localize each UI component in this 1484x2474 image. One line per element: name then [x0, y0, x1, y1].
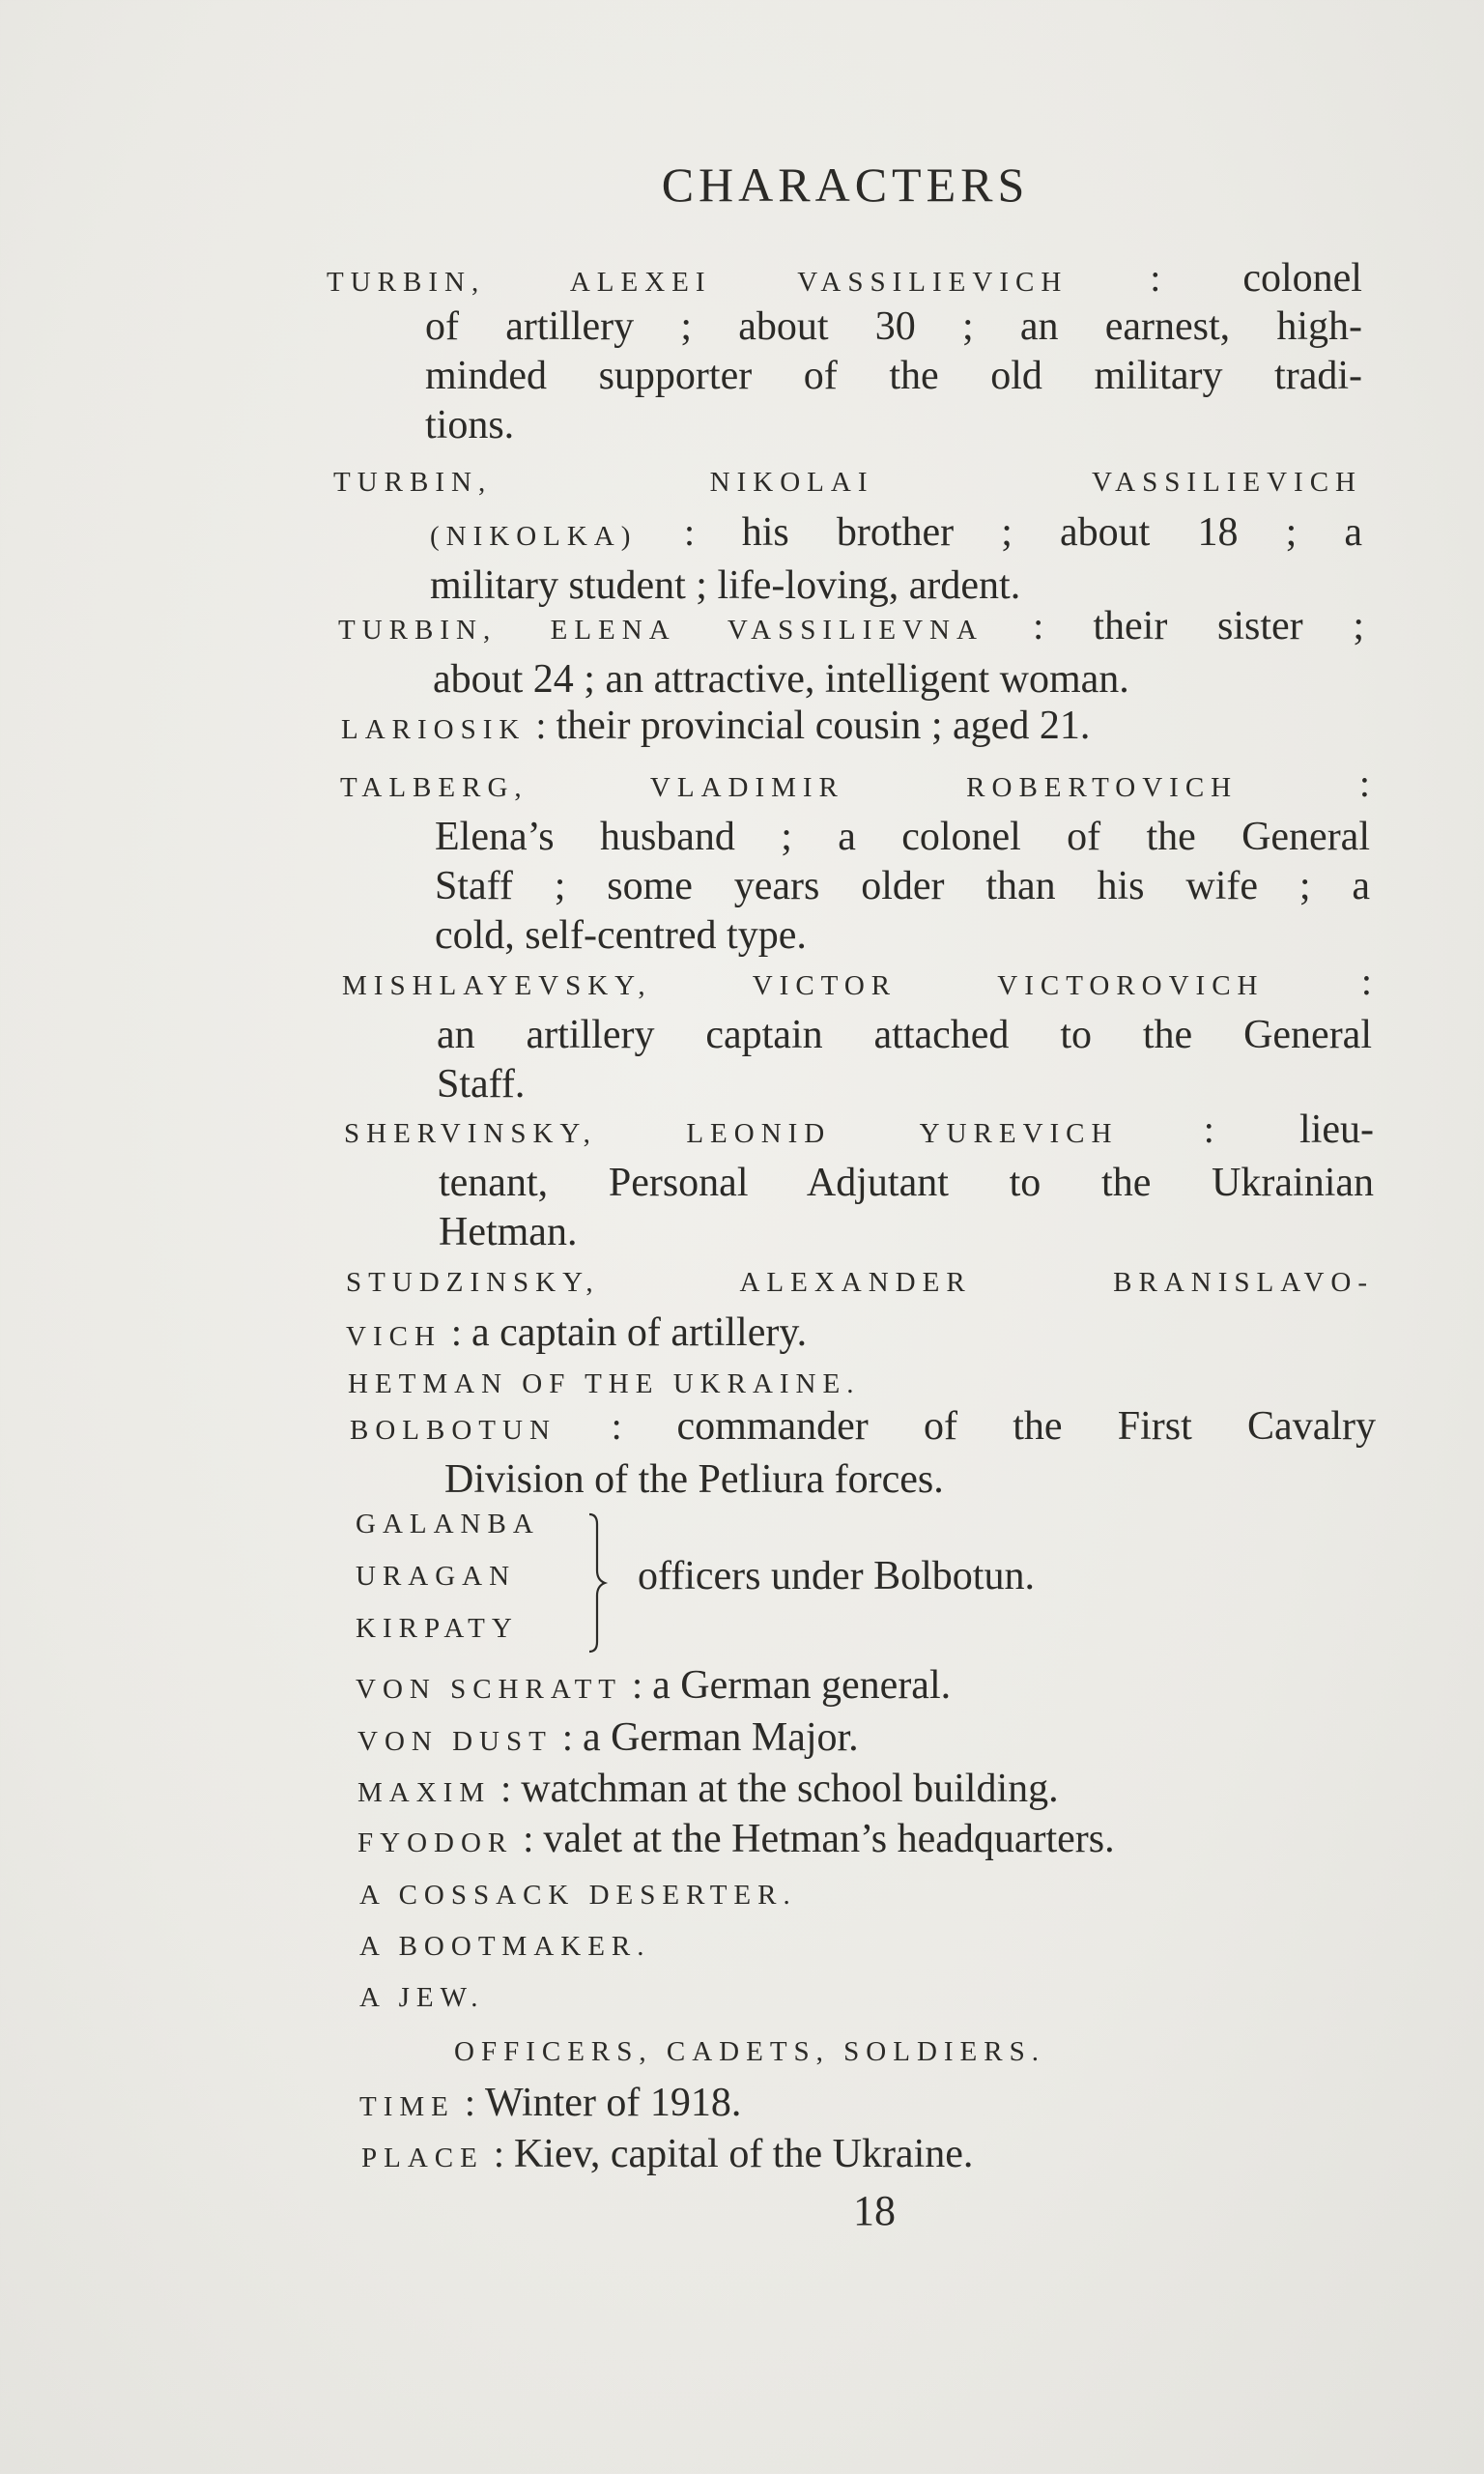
separator: :	[441, 1310, 472, 1354]
separator: :	[491, 1767, 522, 1810]
character-name: TURBIN, ELENA VASSILIEVNA	[338, 615, 984, 646]
character-name-part: ROBERTOVICH	[966, 772, 1239, 803]
character-entry-maxim	[357, 1764, 1382, 1818]
character-name: URAGAN	[356, 1561, 517, 1592]
character-entry-mishlayevsky: MISHLAYEVSKY, VICTOR VICTOROVICH : an artillery captain attached to the General Staff.	[342, 960, 1372, 1107]
character-name-part: VLADIMIR	[649, 772, 844, 803]
page-title: CHARACTERS	[661, 158, 1030, 212]
character-nickname: (NIKOLKA)	[430, 521, 638, 552]
separator: :	[556, 1404, 677, 1448]
character-name: KIRPATY	[356, 1613, 519, 1644]
bracketed-officers-group	[356, 1503, 1225, 1659]
character-entry-alexei-turbin: TURBIN, ALEXEI VASSILIEVICH : colonel of artillery ; about 30 ; an earnest, high- minded supporter of the old military tradi- tions.	[327, 256, 1362, 447]
separator: :	[1118, 1108, 1300, 1151]
character-description: watchman at the school building.	[521, 1767, 1059, 1811]
character-name: A BOOTMAKER.	[359, 1931, 651, 1962]
separator: :	[513, 1817, 544, 1860]
separator: :	[637, 510, 742, 554]
character-name-part: TURBIN,	[333, 467, 493, 498]
character-name-part: STUDZINSKY, ALEXANDER BRANISLAVO-	[346, 1267, 1374, 1298]
character-name: HETMAN OF THE UKRAINE.	[348, 1368, 861, 1399]
character-name: TURBIN, ALEXEI VASSILIEVICH	[327, 267, 1069, 298]
setting-label: TIME	[359, 2091, 455, 2122]
character-name: VON SCHRATT	[356, 1674, 622, 1705]
character-description: a German Major.	[582, 1715, 859, 1760]
separator: :	[552, 1715, 583, 1759]
character-name-part: VICH	[346, 1321, 442, 1352]
setting-value: Winter of 1918.	[485, 2081, 742, 2125]
character-name: A COSSACK DESERTER.	[359, 1880, 797, 1911]
character-entry-cossack	[359, 1867, 1374, 1920]
brace-icon	[587, 1510, 609, 1655]
character-entry-bootmaker	[359, 1918, 1374, 1971]
character-name: MISHLAYEVSKY, VICTOR VICTOROVICH	[342, 970, 1265, 1001]
setting-label: PLACE	[361, 2143, 484, 2173]
character-entry-nikolka: TURBIN, NIKOLAI VASSILIEVICH (NIKOLKA) : his brother ; about 18 ; a military student ; life-loving, ardent.	[333, 467, 1362, 608]
character-name: A JEW.	[359, 1982, 485, 2013]
character-entry-elena: TURBIN, ELENA VASSILIEVNA : their sister ; about 24 ; an attractive, intelligent woman.	[338, 604, 1364, 702]
character-name: MAXIM	[357, 1777, 492, 1808]
setting-place	[361, 2129, 1376, 2183]
setting-time	[359, 2078, 1374, 2132]
separator: :	[454, 2081, 485, 2124]
character-entry-von-schratt	[356, 1660, 1370, 1714]
character-name: LARIOSIK	[341, 714, 527, 745]
character-entry-studzinsky	[346, 1254, 1374, 1362]
character-entry-jew	[359, 1970, 1374, 2023]
character-description: a captain of artillery.	[471, 1310, 808, 1355]
separator: :	[1238, 762, 1370, 805]
character-description: a German general.	[652, 1663, 952, 1708]
character-name-part: VASSILIEVICH	[1091, 467, 1362, 498]
character-name-part: NIKOLAI	[709, 467, 874, 498]
separator: :	[1264, 960, 1372, 1003]
character-name-part: TALBERG,	[340, 772, 528, 803]
character-entry-shervinsky: SHERVINSKY, LEONID YUREVICH : lieu- tenant, Personal Adjutant to the Ukrainian Hetman.	[344, 1108, 1374, 1254]
separator: :	[983, 604, 1094, 647]
character-description: valet at the Hetman’s headquarters.	[543, 1817, 1115, 1861]
character-name: GALANBA	[356, 1509, 540, 1539]
character-name: FYODOR	[357, 1827, 514, 1858]
character-entry-von-dust	[357, 1712, 1372, 1767]
character-description: their provincial cousin ; aged 21.	[556, 704, 1091, 748]
character-entry-talberg: TALBERG, VLADIMIR ROBERTOVICH : Elena’s husband ; a colonel of the General Staff ; some years older than his wife ; a cold, self-centred type.	[340, 762, 1370, 958]
page-number: 18	[853, 2187, 896, 2234]
setting-value: Kiev, capital of the Ukraine.	[513, 2132, 974, 2176]
separator: :	[622, 1663, 653, 1707]
character-name: SHERVINSKY, LEONID YUREVICH	[344, 1118, 1119, 1149]
character-name: OFFICERS, CADETS, SOLDIERS.	[454, 2036, 1045, 2067]
character-entry-bolbotun: BOLBOTUN : commander of the First Cavalry Division of the Petliura forces.	[350, 1404, 1376, 1502]
character-entry-lariosik	[341, 701, 1365, 755]
character-name: BOLBOTUN	[350, 1415, 556, 1446]
supporting-cast-line	[454, 2024, 1324, 2077]
character-entry-fyodor	[357, 1814, 1391, 1868]
separator: :	[483, 2132, 514, 2175]
separator: :	[1068, 256, 1243, 300]
character-name: VON DUST	[357, 1726, 553, 1757]
character-description: officers under Bolbotun.	[638, 1554, 1035, 1598]
separator: :	[526, 704, 556, 747]
